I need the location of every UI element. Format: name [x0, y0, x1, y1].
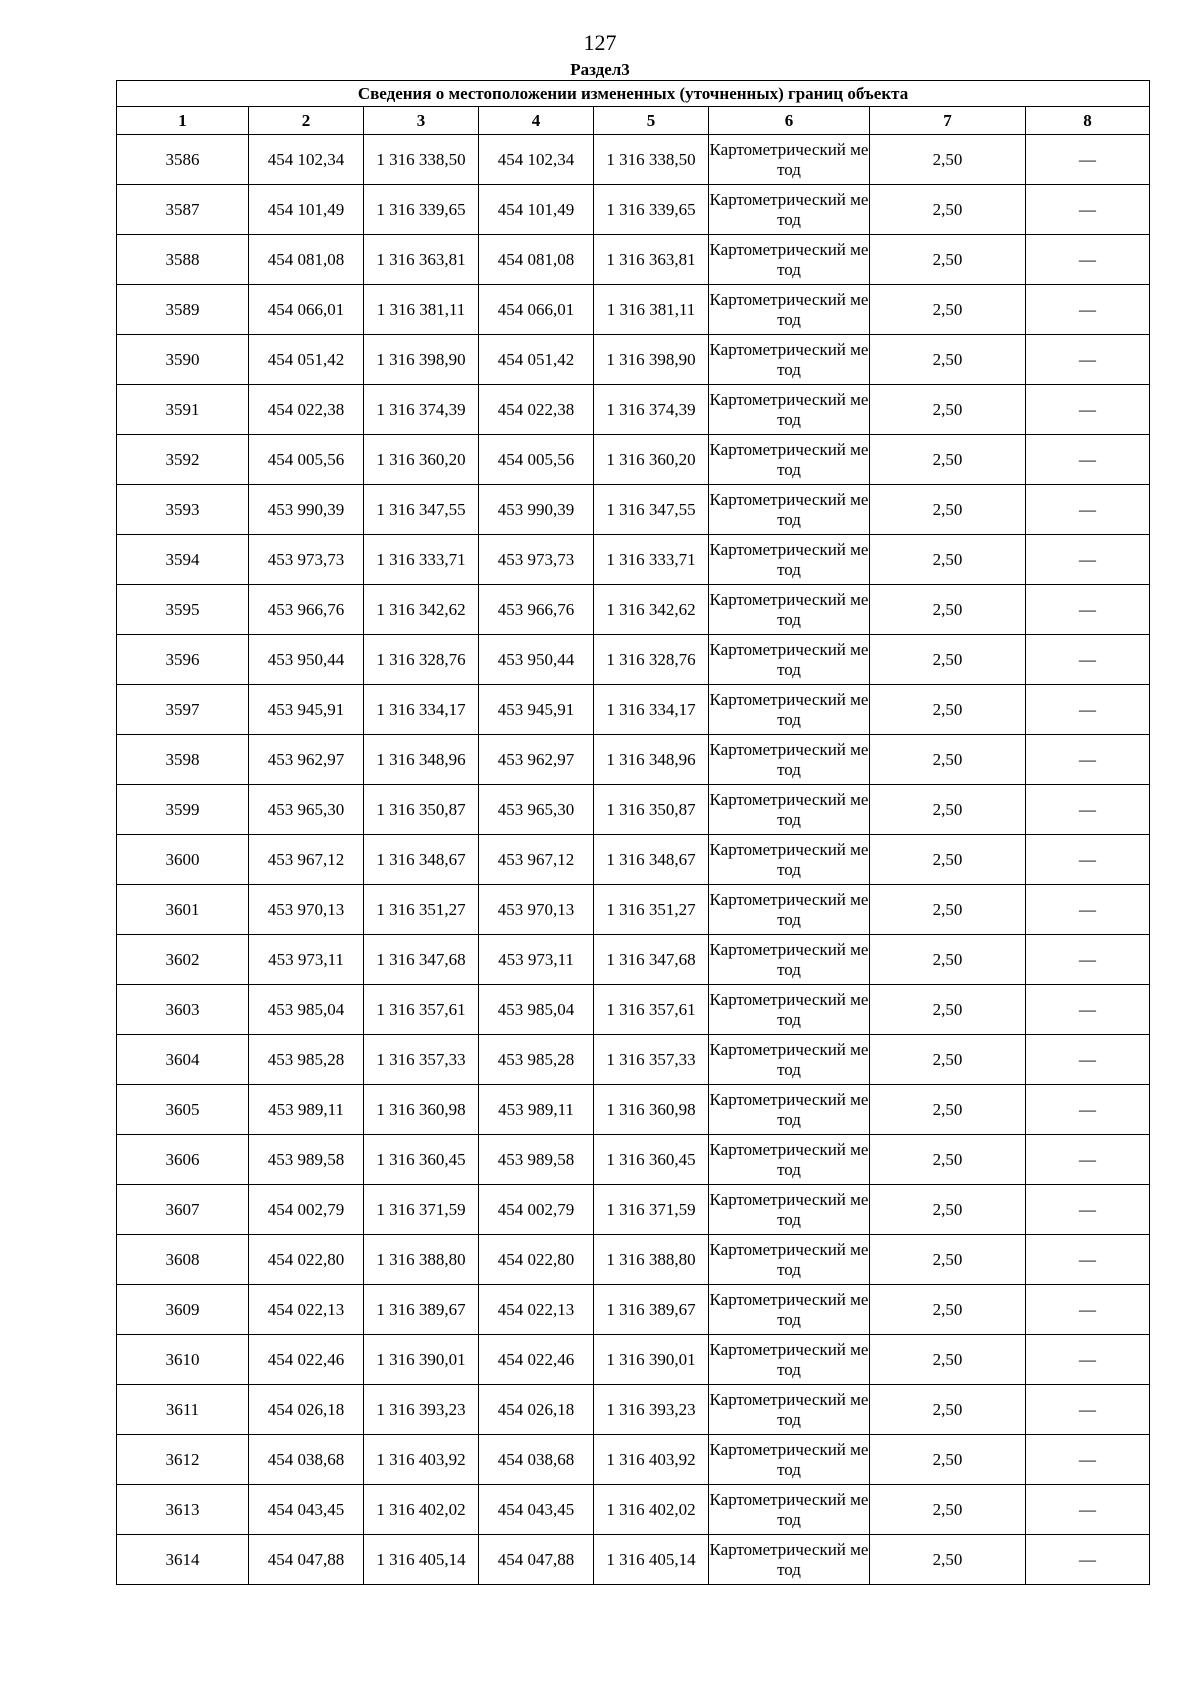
- method-cell: Картометрический метод: [709, 635, 870, 685]
- table-row: [117, 1085, 1150, 1135]
- existing-x-cell: 453 989,58: [249, 1135, 364, 1185]
- accuracy-cell: 2,50: [870, 1485, 1026, 1535]
- point-number-cell: 3613: [117, 1485, 249, 1535]
- existing-x-cell: 454 005,56: [249, 435, 364, 485]
- method-cell: Картометрический метод: [709, 1035, 870, 1085]
- existing-y-cell: 1 316 405,14: [364, 1535, 479, 1585]
- column-number: 2: [249, 107, 364, 135]
- method-cell: Картометрический метод: [709, 585, 870, 635]
- table-row: [117, 385, 1150, 435]
- existing-y-cell: 1 316 381,11: [364, 285, 479, 335]
- method-cell: Картометрический метод: [709, 435, 870, 485]
- description-cell: —: [1026, 1485, 1150, 1535]
- existing-x-cell: 454 002,79: [249, 1185, 364, 1235]
- accuracy-cell: 2,50: [870, 1385, 1026, 1435]
- existing-y-cell: 1 316 334,17: [364, 685, 479, 735]
- new-y-cell: 1 316 403,92: [594, 1435, 709, 1485]
- accuracy-cell: 2,50: [870, 1535, 1026, 1585]
- point-number-cell: 3609: [117, 1285, 249, 1335]
- existing-y-cell: 1 316 350,87: [364, 785, 479, 835]
- new-y-cell: 1 316 360,98: [594, 1085, 709, 1135]
- description-cell: —: [1026, 335, 1150, 385]
- existing-x-cell: 453 970,13: [249, 885, 364, 935]
- accuracy-cell: 2,50: [870, 1185, 1026, 1235]
- new-y-cell: 1 316 334,17: [594, 685, 709, 735]
- point-number-cell: 3598: [117, 735, 249, 785]
- method-cell: Картометрический метод: [709, 1435, 870, 1485]
- existing-y-cell: 1 316 347,55: [364, 485, 479, 535]
- existing-x-cell: 454 066,01: [249, 285, 364, 335]
- existing-x-cell: 454 043,45: [249, 1485, 364, 1535]
- new-y-cell: 1 316 342,62: [594, 585, 709, 635]
- existing-y-cell: 1 316 338,50: [364, 135, 479, 185]
- table-row: [117, 1335, 1150, 1385]
- new-y-cell: 1 316 360,20: [594, 435, 709, 485]
- column-number: 1: [117, 107, 249, 135]
- new-y-cell: 1 316 339,65: [594, 185, 709, 235]
- existing-y-cell: 1 316 347,68: [364, 935, 479, 985]
- new-y-cell: 1 316 328,76: [594, 635, 709, 685]
- existing-y-cell: 1 316 388,80: [364, 1235, 479, 1285]
- accuracy-cell: 2,50: [870, 185, 1026, 235]
- description-cell: —: [1026, 435, 1150, 485]
- column-number: 3: [364, 107, 479, 135]
- description-cell: —: [1026, 1535, 1150, 1585]
- table-row: [117, 1285, 1150, 1335]
- method-cell: Картометрический метод: [709, 1085, 870, 1135]
- new-y-cell: 1 316 333,71: [594, 535, 709, 585]
- table-row: [117, 285, 1150, 335]
- table-row: [117, 185, 1150, 235]
- description-cell: —: [1026, 835, 1150, 885]
- column-number: 8: [1026, 107, 1150, 135]
- description-cell: —: [1026, 535, 1150, 585]
- method-cell: Картометрический метод: [709, 785, 870, 835]
- existing-x-cell: 453 985,04: [249, 985, 364, 1035]
- new-x-cell: 454 022,46: [479, 1335, 594, 1385]
- description-cell: —: [1026, 985, 1150, 1035]
- table-row: [117, 685, 1150, 735]
- accuracy-cell: 2,50: [870, 135, 1026, 185]
- existing-y-cell: 1 316 339,65: [364, 185, 479, 235]
- description-cell: —: [1026, 485, 1150, 535]
- new-y-cell: 1 316 348,67: [594, 835, 709, 885]
- existing-x-cell: 454 081,08: [249, 235, 364, 285]
- new-y-cell: 1 316 360,45: [594, 1135, 709, 1185]
- existing-y-cell: 1 316 348,67: [364, 835, 479, 885]
- table-row: [117, 1135, 1150, 1185]
- existing-x-cell: 453 973,11: [249, 935, 364, 985]
- new-y-cell: 1 316 374,39: [594, 385, 709, 435]
- method-cell: Картометрический метод: [709, 335, 870, 385]
- method-cell: Картометрический метод: [709, 1185, 870, 1235]
- method-cell: Картометрический метод: [709, 235, 870, 285]
- accuracy-cell: 2,50: [870, 985, 1026, 1035]
- new-x-cell: 453 973,73: [479, 535, 594, 585]
- existing-x-cell: 453 973,73: [249, 535, 364, 585]
- table-row: [117, 485, 1150, 535]
- existing-y-cell: 1 316 393,23: [364, 1385, 479, 1435]
- new-x-cell: 454 102,34: [479, 135, 594, 185]
- accuracy-cell: 2,50: [870, 635, 1026, 685]
- existing-x-cell: 453 950,44: [249, 635, 364, 685]
- accuracy-cell: 2,50: [870, 1085, 1026, 1135]
- method-cell: Картометрический метод: [709, 1385, 870, 1435]
- new-y-cell: 1 316 393,23: [594, 1385, 709, 1435]
- new-x-cell: 453 950,44: [479, 635, 594, 685]
- existing-x-cell: 454 051,42: [249, 335, 364, 385]
- new-y-cell: 1 316 405,14: [594, 1535, 709, 1585]
- new-x-cell: 454 066,01: [479, 285, 594, 335]
- table-row: [117, 1185, 1150, 1235]
- existing-y-cell: 1 316 342,62: [364, 585, 479, 635]
- point-number-cell: 3602: [117, 935, 249, 985]
- new-x-cell: 454 043,45: [479, 1485, 594, 1535]
- new-y-cell: 1 316 402,02: [594, 1485, 709, 1535]
- point-number-cell: 3594: [117, 535, 249, 585]
- new-x-cell: 453 966,76: [479, 585, 594, 635]
- existing-y-cell: 1 316 328,76: [364, 635, 479, 685]
- existing-y-cell: 1 316 357,33: [364, 1035, 479, 1085]
- new-y-cell: 1 316 389,67: [594, 1285, 709, 1335]
- point-number-cell: 3586: [117, 135, 249, 185]
- new-y-cell: 1 316 350,87: [594, 785, 709, 835]
- point-number-cell: 3587: [117, 185, 249, 235]
- existing-y-cell: 1 316 374,39: [364, 385, 479, 435]
- new-x-cell: 454 051,42: [479, 335, 594, 385]
- new-y-cell: 1 316 357,61: [594, 985, 709, 1035]
- description-cell: —: [1026, 885, 1150, 935]
- new-x-cell: 453 973,11: [479, 935, 594, 985]
- method-cell: Картометрический метод: [709, 885, 870, 935]
- table-row: [117, 1485, 1150, 1535]
- existing-y-cell: 1 316 363,81: [364, 235, 479, 285]
- method-cell: Картометрический метод: [709, 735, 870, 785]
- existing-y-cell: 1 316 402,02: [364, 1485, 479, 1535]
- description-cell: —: [1026, 735, 1150, 785]
- existing-x-cell: 453 989,11: [249, 1085, 364, 1135]
- table-row: [117, 135, 1150, 185]
- accuracy-cell: 2,50: [870, 885, 1026, 935]
- new-y-cell: 1 316 363,81: [594, 235, 709, 285]
- existing-x-cell: 454 022,46: [249, 1335, 364, 1385]
- method-cell: Картометрический метод: [709, 985, 870, 1035]
- table-body: [117, 135, 1150, 1585]
- existing-x-cell: 453 965,30: [249, 785, 364, 835]
- existing-y-cell: 1 316 357,61: [364, 985, 479, 1035]
- method-cell: Картометрический метод: [709, 485, 870, 535]
- new-x-cell: 453 985,04: [479, 985, 594, 1035]
- existing-y-cell: 1 316 390,01: [364, 1335, 479, 1385]
- description-cell: —: [1026, 1335, 1150, 1385]
- new-x-cell: 454 047,88: [479, 1535, 594, 1585]
- new-y-cell: 1 316 388,80: [594, 1235, 709, 1285]
- table-row: [117, 335, 1150, 385]
- description-cell: —: [1026, 285, 1150, 335]
- point-number-cell: 3603: [117, 985, 249, 1035]
- accuracy-cell: 2,50: [870, 935, 1026, 985]
- new-x-cell: 453 962,97: [479, 735, 594, 785]
- new-y-cell: 1 316 347,55: [594, 485, 709, 535]
- existing-x-cell: 453 966,76: [249, 585, 364, 635]
- description-cell: —: [1026, 935, 1150, 985]
- accuracy-cell: 2,50: [870, 385, 1026, 435]
- existing-y-cell: 1 316 398,90: [364, 335, 479, 385]
- accuracy-cell: 2,50: [870, 585, 1026, 635]
- accuracy-cell: 2,50: [870, 535, 1026, 585]
- description-cell: —: [1026, 785, 1150, 835]
- description-cell: —: [1026, 1285, 1150, 1335]
- method-cell: Картометрический метод: [709, 935, 870, 985]
- new-y-cell: 1 316 351,27: [594, 885, 709, 935]
- existing-x-cell: 454 022,13: [249, 1285, 364, 1335]
- column-number: 4: [479, 107, 594, 135]
- accuracy-cell: 2,50: [870, 835, 1026, 885]
- new-x-cell: 454 022,13: [479, 1285, 594, 1335]
- point-number-cell: 3593: [117, 485, 249, 535]
- point-number-cell: 3612: [117, 1435, 249, 1485]
- new-x-cell: 454 002,79: [479, 1185, 594, 1235]
- existing-y-cell: 1 316 333,71: [364, 535, 479, 585]
- section-label: Раздел3: [570, 60, 630, 79]
- accuracy-cell: 2,50: [870, 1135, 1026, 1185]
- description-cell: —: [1026, 1135, 1150, 1185]
- new-x-cell: 453 967,12: [479, 835, 594, 885]
- method-cell: Картометрический метод: [709, 685, 870, 735]
- accuracy-cell: 2,50: [870, 335, 1026, 385]
- existing-y-cell: 1 316 403,92: [364, 1435, 479, 1485]
- new-y-cell: 1 316 338,50: [594, 135, 709, 185]
- table-row: [117, 1535, 1150, 1585]
- existing-x-cell: 453 985,28: [249, 1035, 364, 1085]
- new-x-cell: 453 985,28: [479, 1035, 594, 1085]
- page-number: 127: [583, 30, 617, 55]
- point-number-cell: 3606: [117, 1135, 249, 1185]
- column-number: 6: [709, 107, 870, 135]
- table-row: [117, 235, 1150, 285]
- existing-y-cell: 1 316 360,45: [364, 1135, 479, 1185]
- table-row: [117, 635, 1150, 685]
- table-row: [117, 1235, 1150, 1285]
- point-number-cell: 3601: [117, 885, 249, 935]
- existing-x-cell: 454 101,49: [249, 185, 364, 235]
- existing-x-cell: 454 047,88: [249, 1535, 364, 1585]
- point-number-cell: 3591: [117, 385, 249, 435]
- new-x-cell: 453 970,13: [479, 885, 594, 935]
- point-number-cell: 3597: [117, 685, 249, 735]
- point-number-cell: 3590: [117, 335, 249, 385]
- table-row: [117, 1435, 1150, 1485]
- accuracy-cell: 2,50: [870, 685, 1026, 735]
- new-y-cell: 1 316 348,96: [594, 735, 709, 785]
- existing-y-cell: 1 316 389,67: [364, 1285, 479, 1335]
- new-y-cell: 1 316 347,68: [594, 935, 709, 985]
- existing-y-cell: 1 316 371,59: [364, 1185, 479, 1235]
- existing-x-cell: 454 026,18: [249, 1385, 364, 1435]
- table-row: [117, 585, 1150, 635]
- existing-x-cell: 454 022,80: [249, 1235, 364, 1285]
- point-number-cell: 3608: [117, 1235, 249, 1285]
- existing-y-cell: 1 316 348,96: [364, 735, 479, 785]
- existing-x-cell: 453 967,12: [249, 835, 364, 885]
- point-number-cell: 3596: [117, 635, 249, 685]
- new-x-cell: 453 989,58: [479, 1135, 594, 1185]
- method-cell: Картометрический метод: [709, 1335, 870, 1385]
- method-cell: Картометрический метод: [709, 285, 870, 335]
- new-y-cell: 1 316 381,11: [594, 285, 709, 335]
- new-x-cell: 454 022,38: [479, 385, 594, 435]
- description-cell: —: [1026, 385, 1150, 435]
- new-y-cell: 1 316 357,33: [594, 1035, 709, 1085]
- accuracy-cell: 2,50: [870, 235, 1026, 285]
- description-cell: —: [1026, 1235, 1150, 1285]
- existing-x-cell: 453 962,97: [249, 735, 364, 785]
- new-x-cell: 454 101,49: [479, 185, 594, 235]
- accuracy-cell: 2,50: [870, 1285, 1026, 1335]
- method-cell: Картометрический метод: [709, 1535, 870, 1585]
- point-number-cell: 3607: [117, 1185, 249, 1235]
- existing-x-cell: 454 038,68: [249, 1435, 364, 1485]
- description-cell: —: [1026, 1435, 1150, 1485]
- accuracy-cell: 2,50: [870, 485, 1026, 535]
- column-number: 7: [870, 107, 1026, 135]
- table-row: [117, 1385, 1150, 1435]
- method-cell: Картометрический метод: [709, 535, 870, 585]
- description-cell: —: [1026, 1085, 1150, 1135]
- existing-x-cell: 454 022,38: [249, 385, 364, 435]
- method-cell: Картометрический метод: [709, 1285, 870, 1335]
- accuracy-cell: 2,50: [870, 735, 1026, 785]
- new-x-cell: 453 989,11: [479, 1085, 594, 1135]
- accuracy-cell: 2,50: [870, 1035, 1026, 1085]
- description-cell: —: [1026, 585, 1150, 635]
- method-cell: Картометрический метод: [709, 385, 870, 435]
- point-number-cell: 3611: [117, 1385, 249, 1435]
- point-number-cell: 3604: [117, 1035, 249, 1085]
- point-number-cell: 3600: [117, 835, 249, 885]
- description-cell: —: [1026, 1035, 1150, 1085]
- point-number-cell: 3592: [117, 435, 249, 485]
- description-cell: —: [1026, 1185, 1150, 1235]
- table-row: [117, 735, 1150, 785]
- existing-x-cell: 453 990,39: [249, 485, 364, 535]
- method-cell: Картометрический метод: [709, 1235, 870, 1285]
- new-x-cell: 454 005,56: [479, 435, 594, 485]
- new-x-cell: 453 965,30: [479, 785, 594, 835]
- accuracy-cell: 2,50: [870, 1335, 1026, 1385]
- method-cell: Картометрический метод: [709, 185, 870, 235]
- point-number-cell: 3599: [117, 785, 249, 835]
- new-x-cell: 453 945,91: [479, 685, 594, 735]
- accuracy-cell: 2,50: [870, 435, 1026, 485]
- table-row: [117, 435, 1150, 485]
- new-x-cell: 454 081,08: [479, 235, 594, 285]
- new-y-cell: 1 316 371,59: [594, 1185, 709, 1235]
- description-cell: —: [1026, 635, 1150, 685]
- table-title: Сведения о местоположении измененных (уточненных) границ объекта: [117, 81, 1150, 107]
- existing-y-cell: 1 316 360,20: [364, 435, 479, 485]
- table-row: [117, 885, 1150, 935]
- accuracy-cell: 2,50: [870, 785, 1026, 835]
- table-row: [117, 935, 1150, 985]
- table-row: [117, 985, 1150, 1035]
- method-cell: Картометрический метод: [709, 1485, 870, 1535]
- accuracy-cell: 2,50: [870, 285, 1026, 335]
- description-cell: —: [1026, 185, 1150, 235]
- existing-y-cell: 1 316 351,27: [364, 885, 479, 935]
- existing-x-cell: 454 102,34: [249, 135, 364, 185]
- description-cell: —: [1026, 235, 1150, 285]
- method-cell: Картометрический метод: [709, 1135, 870, 1185]
- existing-y-cell: 1 316 360,98: [364, 1085, 479, 1135]
- accuracy-cell: 2,50: [870, 1435, 1026, 1485]
- method-cell: Картометрический метод: [709, 135, 870, 185]
- description-cell: —: [1026, 135, 1150, 185]
- table-row: [117, 785, 1150, 835]
- table-row: [117, 535, 1150, 585]
- description-cell: —: [1026, 1385, 1150, 1435]
- new-x-cell: 454 026,18: [479, 1385, 594, 1435]
- point-number-cell: 3605: [117, 1085, 249, 1135]
- table-row: [117, 1035, 1150, 1085]
- description-cell: —: [1026, 685, 1150, 735]
- table-row: [117, 835, 1150, 885]
- point-number-cell: 3595: [117, 585, 249, 635]
- method-cell: Картометрический метод: [709, 835, 870, 885]
- accuracy-cell: 2,50: [870, 1235, 1026, 1285]
- existing-x-cell: 453 945,91: [249, 685, 364, 735]
- new-x-cell: 454 022,80: [479, 1235, 594, 1285]
- point-number-cell: 3610: [117, 1335, 249, 1385]
- new-x-cell: 453 990,39: [479, 485, 594, 535]
- column-number-row: [117, 107, 1150, 135]
- point-number-cell: 3614: [117, 1535, 249, 1585]
- point-number-cell: 3589: [117, 285, 249, 335]
- column-number: 5: [594, 107, 709, 135]
- coordinates-table: [116, 80, 1150, 1585]
- new-x-cell: 454 038,68: [479, 1435, 594, 1485]
- new-y-cell: 1 316 390,01: [594, 1335, 709, 1385]
- point-number-cell: 3588: [117, 235, 249, 285]
- new-y-cell: 1 316 398,90: [594, 335, 709, 385]
